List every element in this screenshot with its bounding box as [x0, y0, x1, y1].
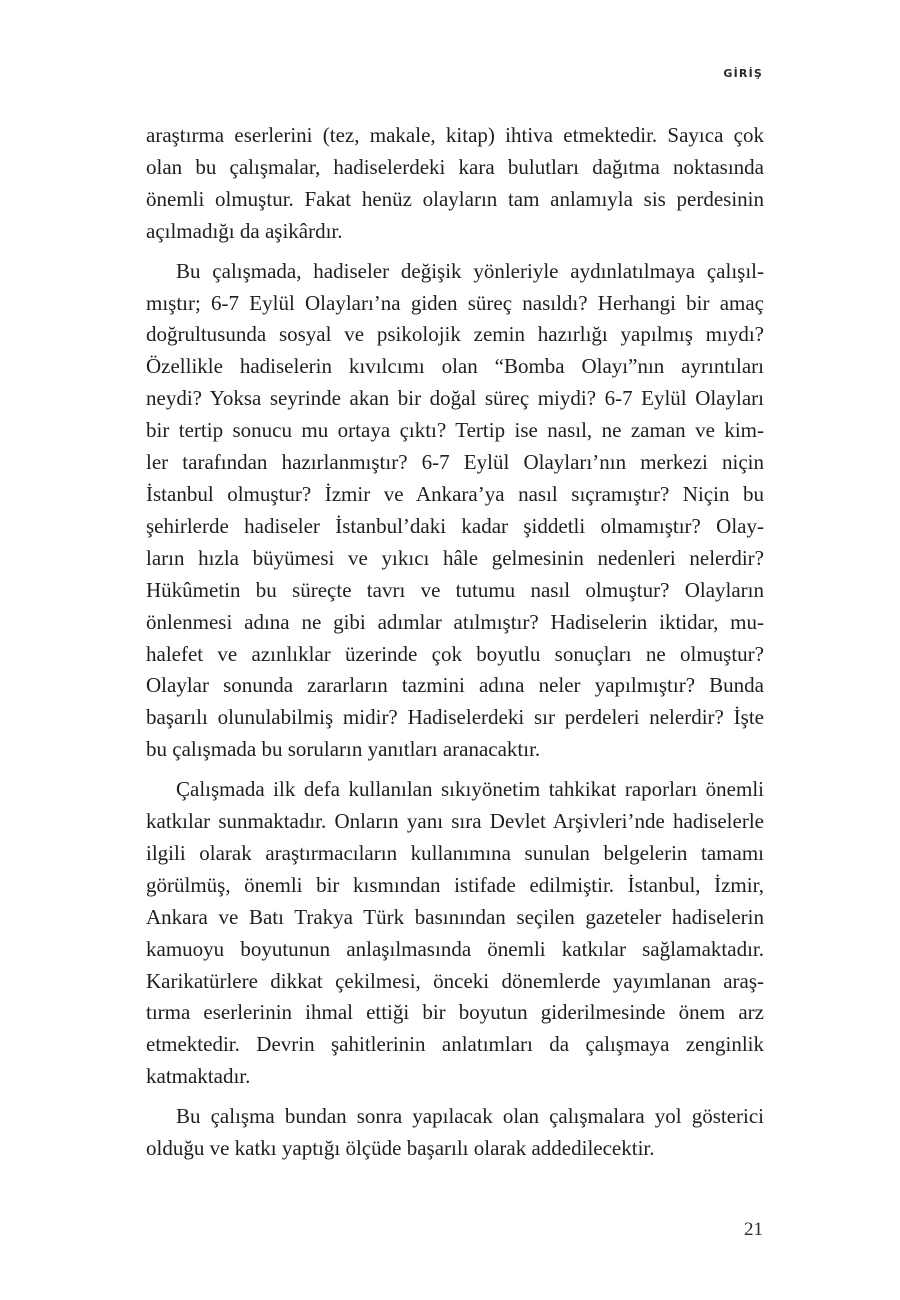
- text-line: bu çalışmada bu soruların yanıtları aranacaktır.: [146, 737, 541, 762]
- text-line: Hükûmetin bu süreçte tavrı ve tutumu nasıl olmuştur? Olayların: [146, 577, 764, 602]
- page-body: [146, 120, 764, 1165]
- text-line: şehirlerde hadiseler İstanbul’daki kadar şiddetli olmamıştır? Olay-: [146, 513, 764, 538]
- text-line: önemli olmuştur. Fakat henüz olayların tam anlamıyla sis perdesinin: [146, 186, 764, 211]
- text-line: neydi? Yoksa seyrinde akan bir doğal süreç miydi? 6-7 Eylül Olayları: [146, 386, 764, 411]
- text-line: etmektedir. Devrin şahitlerinin anlatımları da çalışmaya zenginlik: [146, 1032, 764, 1057]
- text-line: olduğu ve katkı yaptığı ölçüde başarılı olarak addedilecektir.: [146, 1136, 655, 1161]
- text-line: Çalışmada ilk defa kullanılan sıkıyönetim tahkikat raporları önemli: [176, 777, 764, 802]
- text-line: halefet ve azınlıklar üzerinde çok boyutlu sonuçları ne olmuştur?: [146, 641, 764, 666]
- paragraph-1: [146, 120, 764, 248]
- text-line: tırma eserlerinin ihmal ettiği bir boyutun giderilmesinde önem arz: [146, 1000, 764, 1025]
- text-line: Olaylar sonunda zararların tazmini adına neler yapılmıştır? Bunda: [146, 673, 764, 698]
- text-line: ilgili olarak araştırmacıların kullanımına sunulan belgelerin tamamı: [146, 840, 764, 865]
- text-line: doğrultusunda sosyal ve psikolojik zemin hazırlığı yapılmış mıydı?: [146, 322, 764, 347]
- text-line: önlenmesi adına ne gibi adımlar atılmıştır? Hadiselerin iktidar, mu-: [146, 609, 764, 634]
- text-line: başarılı olunulabilmiş midir? Hadiselerdeki sır perdeleri nelerdir? İşte: [146, 705, 764, 730]
- paragraph-4: [146, 1101, 764, 1165]
- text-line: İstanbul olmuştur? İzmir ve Ankara’ya nasıl sıçramıştır? Niçin bu: [146, 481, 764, 506]
- text-line: Bu çalışma bundan sonra yapılacak olan çalışmalara yol gösterici: [176, 1104, 764, 1129]
- text-line: ların hızla büyümesi ve yıkıcı hâle gelmesinin nedenleri nelerdir?: [146, 545, 764, 570]
- text-line: Bu çalışmada, hadiseler değişik yönleriyle aydınlatılmaya çalışıl-: [176, 258, 764, 283]
- text-line: araştırma eserlerini (tez, makale, kitap) ihtiva etmektedir. Sayıca çok: [146, 123, 764, 147]
- running-head: GİRİŞ: [723, 67, 763, 80]
- text-line: mıştır; 6-7 Eylül Olayları’na giden süreç nasıldı? Herhangi bir amaç: [146, 290, 764, 315]
- text-line: olan bu çalışmalar, hadiselerdeki kara bulutları dağıtma noktasında: [146, 154, 764, 179]
- text-line: katmaktadır.: [146, 1064, 251, 1089]
- text-line: görülmüş, önemli bir kısmından istifade edilmiştir. İstanbul, İzmir,: [146, 872, 764, 897]
- page-number: 21: [744, 1219, 763, 1240]
- text-line: bir tertip sonucu mu ortaya çıktı? Tertip ise nasıl, ne zaman ve kim-: [146, 418, 764, 443]
- paragraph-3: [146, 774, 764, 1093]
- text-line: Özellikle hadiselerin kıvılcımı olan “Bomba Olayı”nın ayrıntıları: [146, 354, 764, 379]
- text-line: ler tarafından hazırlanmıştır? 6-7 Eylül Olayları’nın merkezi niçin: [146, 450, 764, 475]
- paragraph-2: [146, 256, 764, 767]
- text-line: Karikatürlere dikkat çekilmesi, önceki dönemlerde yayımlanan araş-: [146, 968, 764, 993]
- text-line: katkılar sunmaktadır. Onların yanı sıra Devlet Arşivleri’nde hadiselerle: [146, 809, 764, 834]
- text-line: açılmadığı da aşikârdır.: [146, 218, 343, 243]
- text-line: kamuoyu boyutunun anlaşılmasında önemli katkılar sağlamaktadır.: [146, 936, 764, 961]
- text-line: Ankara ve Batı Trakya Türk basınından seçilen gazeteler hadiselerin: [146, 904, 764, 929]
